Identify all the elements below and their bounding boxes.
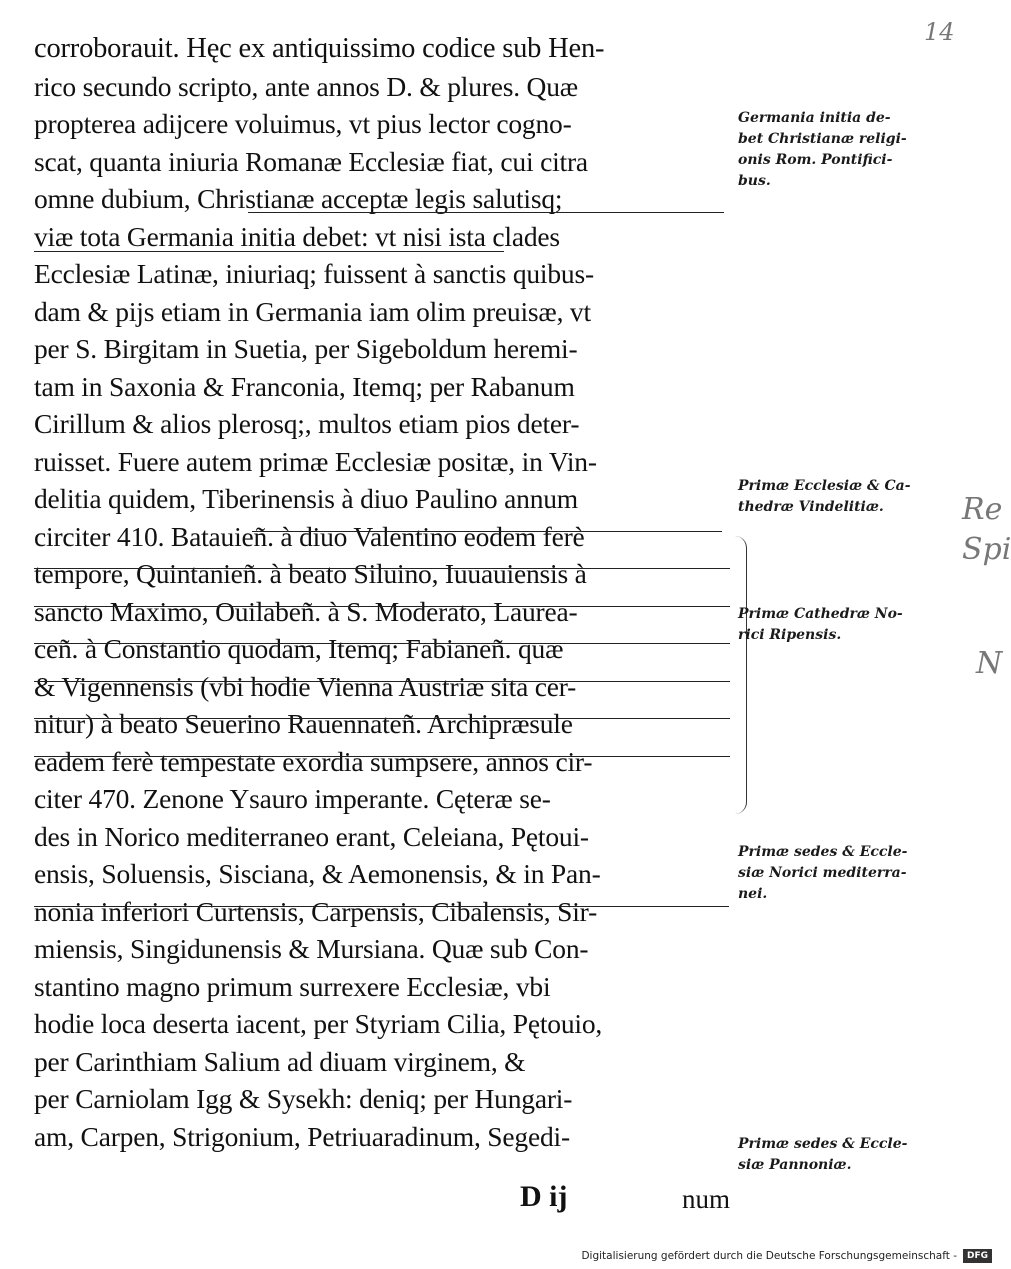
text-line: ceñ. à Constantio quodam, Itemq; Fabianeñ. quæ xyxy=(34,633,564,664)
underline xyxy=(248,212,724,213)
signature-mark: D ij xyxy=(520,1180,568,1213)
text-line: miensis, Singidunensis & Mursiana. Quæ sub Con- xyxy=(34,933,589,964)
text-line: nitur) à beato Seuerino Rauennateñ. Archipræsule xyxy=(34,708,573,739)
underline xyxy=(34,251,504,252)
text-line: stantino magno primum surrexere Ecclesiæ, vbi xyxy=(34,970,551,1002)
underline xyxy=(34,756,730,757)
text-line: ensis, Soluensis, Sisciana, & Aemonensis, & in Pan- xyxy=(34,858,601,889)
text-line: & Vigennensis (vbi hodie Vienna Austriæ sita cer- xyxy=(34,670,577,702)
underline xyxy=(34,718,730,719)
pencil-mark: Spi xyxy=(962,532,1011,567)
text-line: propterea adijcere voluimus, vt pius lector cogno- xyxy=(34,108,572,139)
underline xyxy=(34,568,730,569)
text-line: des in Norico mediterraneo erant, Celeiana, Pętoui- xyxy=(34,820,589,852)
text-line: circiter 410. Batauieñ. à diuo Valentino eodem ferè xyxy=(34,520,585,552)
text-line: nonia inferiori Curtensis, Carpensis, Cibalensis, Sir- xyxy=(34,895,598,927)
underline xyxy=(34,906,729,907)
text-line: am, Carpen, Strigonium, Petriuaradinum, Segedi- xyxy=(34,1120,570,1152)
underline xyxy=(252,531,722,532)
catchline xyxy=(520,1180,730,1218)
margin-bracket xyxy=(732,536,747,814)
underline xyxy=(34,643,730,644)
footer-text: Digitalisierung gefördert durch die Deutsche Forschungsgemeinschaft - xyxy=(581,1250,957,1262)
underline xyxy=(34,606,730,607)
text-line: tam in Saxonia & Franconia, Itemq; per Rabanum xyxy=(34,370,575,402)
dfg-logo: DFG xyxy=(963,1249,992,1263)
text-line: ruisset. Fuere autem primæ Ecclesiæ positæ, in Vin- xyxy=(34,445,597,477)
text-line: per Carinthiam Salium ad diuam virginem, & xyxy=(34,1045,526,1077)
margin-note-germania: Germania initia de- bet Christianæ religi- onis Rom. Pontifici- bus. xyxy=(738,110,907,189)
text-line: sancto Maximo, Ouilabeñ. à S. Moderato, Laurea- xyxy=(34,595,578,627)
margin-note-norici-ripensis: Primæ Cathedræ No- rici Ripensis. xyxy=(738,606,903,643)
text-line: per S. Birgitam in Suetia, per Sigeboldum heremi- xyxy=(34,333,578,364)
pencil-mark: N xyxy=(976,646,1003,681)
text-line: dam & pijs etiam in Germania iam olim preuisæ, vt xyxy=(34,295,591,327)
text-line: Cirillum & alios plerosq;, multos etiam pios deter- xyxy=(34,408,580,439)
page-number: 14 xyxy=(924,18,955,46)
text-line: citer 470. Zenone Ysauro imperante. Cęteræ se- xyxy=(34,783,551,814)
text-line: eadem ferè tempestate exordia sumpsere, annos cir- xyxy=(34,745,593,777)
digitization-footer xyxy=(581,1249,992,1263)
pencil-mark: Re xyxy=(962,492,1003,527)
margin-note-vindelitia: Primæ Ecclesiæ & Ca- thedræ Vindelitiæ. xyxy=(738,478,911,515)
text-line: tempore, Quintanieñ. à beato Siluino, Iuuauiensis à xyxy=(34,558,587,589)
underline xyxy=(34,681,730,682)
text-line: viæ tota Germania initia debet: vt nisi ista clades xyxy=(34,220,560,252)
text-line: Ecclesiæ Latinæ, iniuriaq; fuissent à sanctis quibus- xyxy=(34,258,594,289)
text-line: corroborauit. Hęc ex antiquissimo codice sub Hen- xyxy=(34,33,605,64)
margin-note-norici-mediterranei: Primæ sedes & Eccle- siæ Norici mediterra- nei. xyxy=(738,844,908,902)
text-line: rico secundo scripto, ante annos D. & plures. Quæ xyxy=(34,70,578,102)
text-line: delitia quidem, Tiberinensis à diuo Paulino annum xyxy=(34,483,578,514)
text-line: scat, quanta iniuria Romanæ Ecclesiæ fiat, cui citra xyxy=(34,145,588,177)
text-line: omne dubium, Christianæ acceptæ legis salutisq; xyxy=(34,183,563,214)
text-line: per Carniolam Igg & Sysekh: deniq; per Hungari- xyxy=(34,1083,573,1114)
margin-note-pannonia: Primæ sedes & Eccle- siæ Pannoniæ. xyxy=(738,1136,908,1173)
text-line: hodie loca deserta iacent, per Styriam Cilia, Pętouio, xyxy=(34,1008,603,1039)
catchword: num xyxy=(681,1184,730,1214)
